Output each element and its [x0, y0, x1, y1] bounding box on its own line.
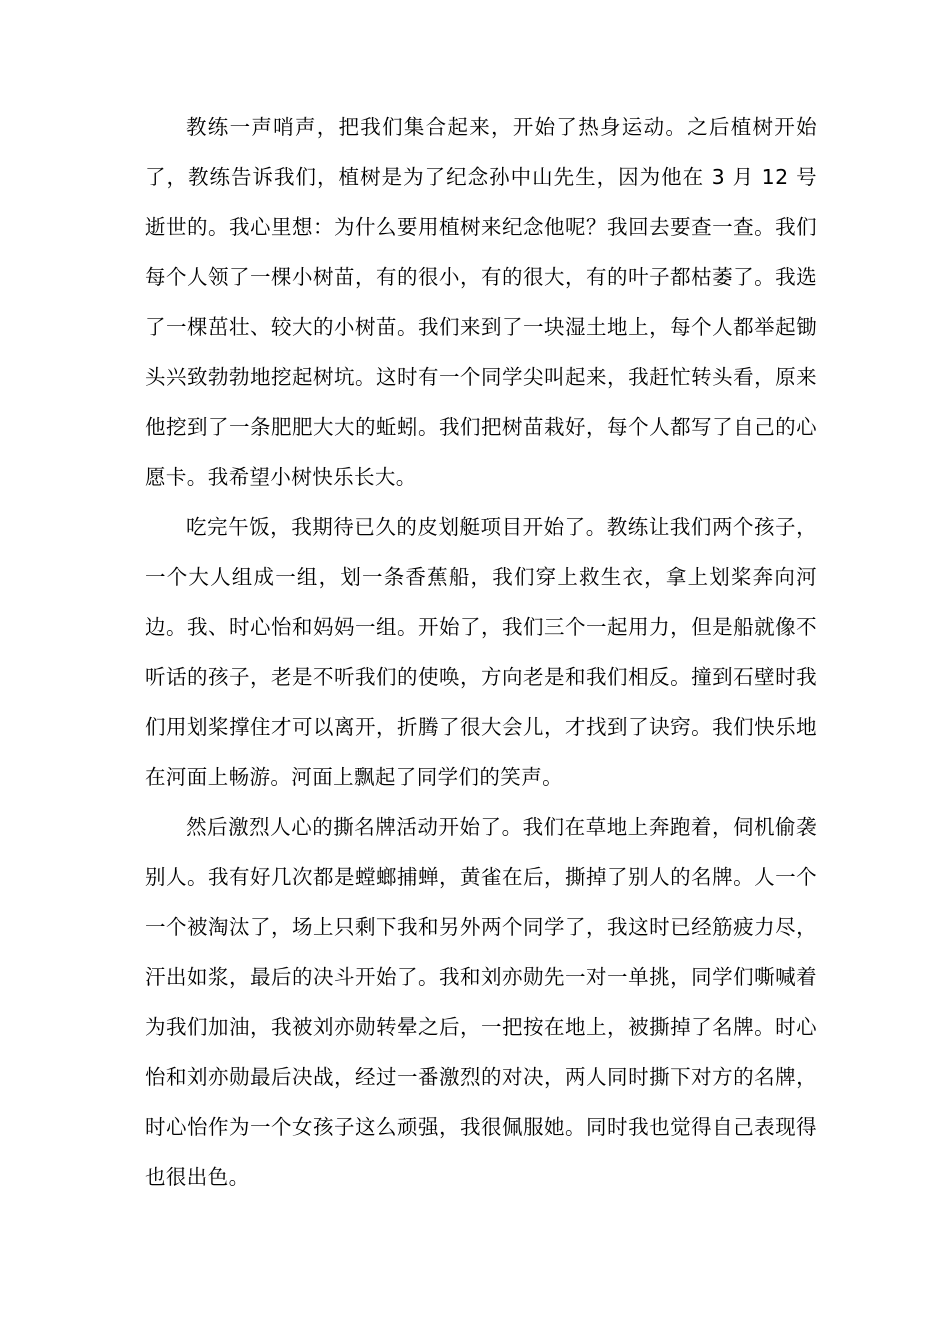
paragraph-name-tag-game: 然后激烈人心的撕名牌活动开始了。我们在草地上奔跑着，伺机偷袭别人。我有好几次都是螳螂捕蝉，黄雀在后，撕掉了别人的名牌。人一个一个被淘汰了，场上只剩下我和另外两个同学了，我这时已经筋疲力尽，汗出如浆，最后的决斗开始了。我和刘亦勋先一对一单挑，同学们嘶喊着为我们加油，我被刘亦勋转晕之后，一把按在地上，被撕掉了名牌。时心怡和刘亦勋最后决战，经过一番激烈的对决，两人同时撕下对方的名牌，时心怡作为一个女孩子这么顽强，我很佩服她。同时我也觉得自己表现得也很出色。 [145, 815, 817, 1189]
document-body [145, 102, 817, 1202]
paragraph-kayaking: 吃完午饭，我期待已久的皮划艇项目开始了。教练让我们两个孩子，一个大人组成一组，划一条香蕉船，我们穿上救生衣，拿上划桨奔向河边。我、时心怡和妈妈一组。开始了，我们三个一起用力，但是船就像不听话的孩子，老是不听我们的使唤，方向老是和我们相反。撞到石壁时我们用划桨撑住才可以离开，折腾了很大会儿，才找到了诀窍。我们快乐地在河面上畅游。河面上飘起了同学们的笑声。 [145, 515, 817, 789]
paragraph-tree-planting: 教练一声哨声，把我们集合起来，开始了热身运动。之后植树开始了，教练告诉我们，植树是为了纪念孙中山先生，因为他在 3 月 12 号逝世的。我心里想：为什么要用植树来纪念他呢？我回去要查一查。我们每个人领了一棵小树苗，有的很小，有的很大，有的叶子都枯萎了。我选了一棵茁壮、较大的小树苗。我们来到了一块湿土地上，每个人都举起锄头兴致勃勃地挖起树坑。这时有一个同学尖叫起来，我赶忙转头看，原来他挖到了一条肥肥大大的蚯蚓。我们把树苗栽好，每个人都写了自己的心愿卡。我希望小树快乐长大。 [145, 115, 817, 489]
